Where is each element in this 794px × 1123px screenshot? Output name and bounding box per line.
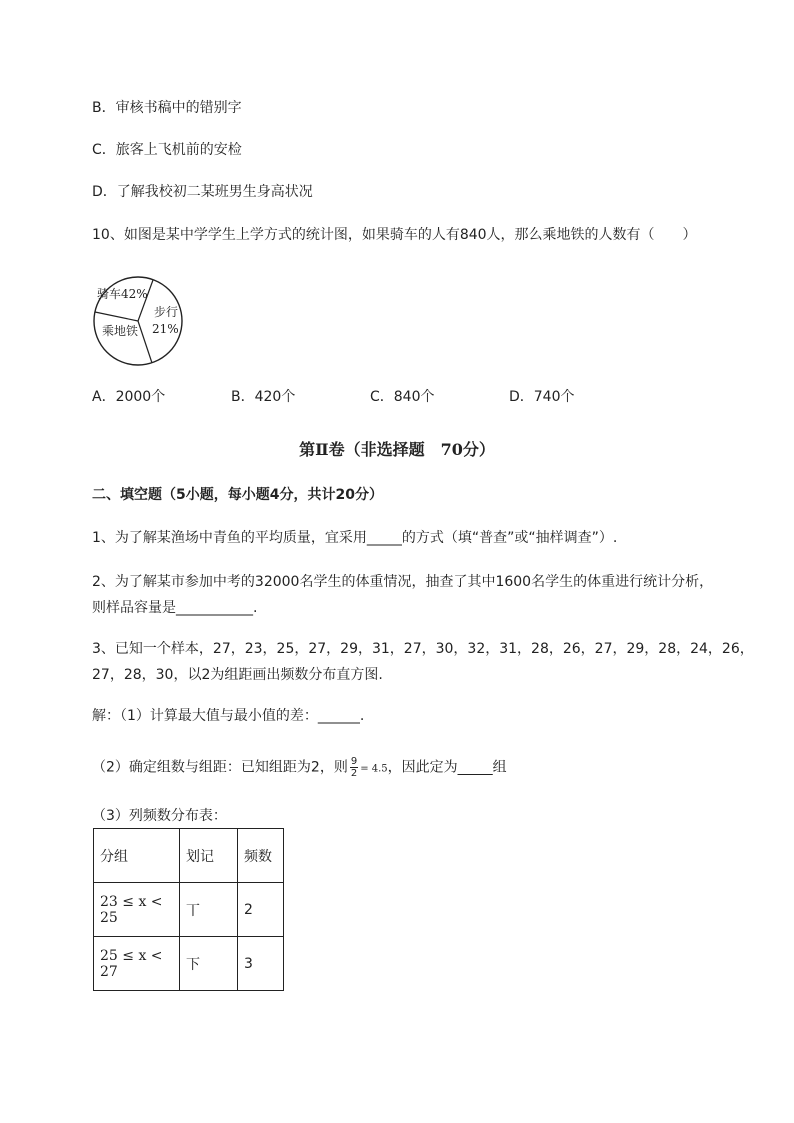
section-title: 第Ⅱ卷（非选择题 70分） (299, 440, 495, 459)
row-range: 25 ≤ x < 27 (94, 937, 180, 991)
solution-step3: （3）列频数分布表： (92, 808, 227, 824)
row-tally: 下 (180, 937, 238, 991)
header-group: 分组 (94, 829, 180, 883)
fill-q1: 1、为了解某渔场中青鱼的平均质量，宜采用_____的方式（填“普查”或“抽样调查”）. (92, 530, 618, 546)
table-header-row (94, 829, 284, 883)
row-range: 23 ≤ x < 25 (94, 883, 180, 937)
q9-option-b: B．审核书稿中的错别字 (92, 100, 242, 116)
q10-option-b: B．420个 (231, 389, 296, 405)
pie-label-cycling: 骑车42% (97, 287, 148, 301)
transport-pie-chart (90, 272, 190, 372)
header-tally: 划记 (180, 829, 238, 883)
q10-stem: 10、如图是某中学学生上学方式的统计图，如果骑车的人有840人，那么乘地铁的人数有（ ） (92, 227, 697, 243)
row-count: 2 (238, 883, 284, 937)
q9-option-c: C．旅客上飞机前的安检 (92, 142, 242, 158)
fraction-9-over-2 (350, 756, 358, 779)
row-tally: 丅 (180, 883, 238, 937)
fill-q3-line2: 27，28，30，以2为组距画出频数分布直方图. (92, 667, 383, 683)
fill-q2-line2: 则样品容量是___________. (92, 600, 258, 616)
row-count: 3 (238, 937, 284, 991)
fraction-denominator: 2 (350, 768, 358, 779)
pie-label-subway: 乘地铁 (102, 324, 139, 338)
table-row (94, 883, 284, 937)
frequency-table (93, 828, 284, 991)
fill-q3-line1: 3、已知一个样本，27，23，25，27，29，31，27，30，32，31，28，26，27，29，28，24，26， (92, 641, 754, 657)
header-count: 频数 (238, 829, 284, 883)
fill-q2-line1: 2、为了解某市参加中考的32000名学生的体重情况，抽查了其中1600名学生的体重进行统计分析， (92, 574, 714, 590)
q9-option-d: D．了解我校初二某班男生身高状况 (92, 184, 313, 200)
pie-label-walk-1: 步行 (154, 305, 179, 319)
fraction-result: = 4.5 (360, 763, 388, 775)
q10-option-d: D．740个 (509, 389, 575, 405)
table-row (94, 937, 284, 991)
solution-step2 (92, 756, 507, 780)
section-heading: 二、填空题（5小题，每小题4分，共计20分） (92, 487, 383, 503)
solution-step1: 解：（1）计算最大值与最小值的差：______. (92, 708, 365, 724)
fraction-numerator: 9 (350, 756, 358, 767)
q10-option-c: C．840个 (370, 389, 435, 405)
solution-step2-end: ，因此定为_____组 (387, 759, 507, 776)
pie-label-walk-2: 21% (152, 322, 179, 336)
q10-option-a: A．2000个 (92, 389, 166, 405)
solution-step2-text: （2）确定组数与组距：已知组距为2，则 (92, 759, 348, 776)
